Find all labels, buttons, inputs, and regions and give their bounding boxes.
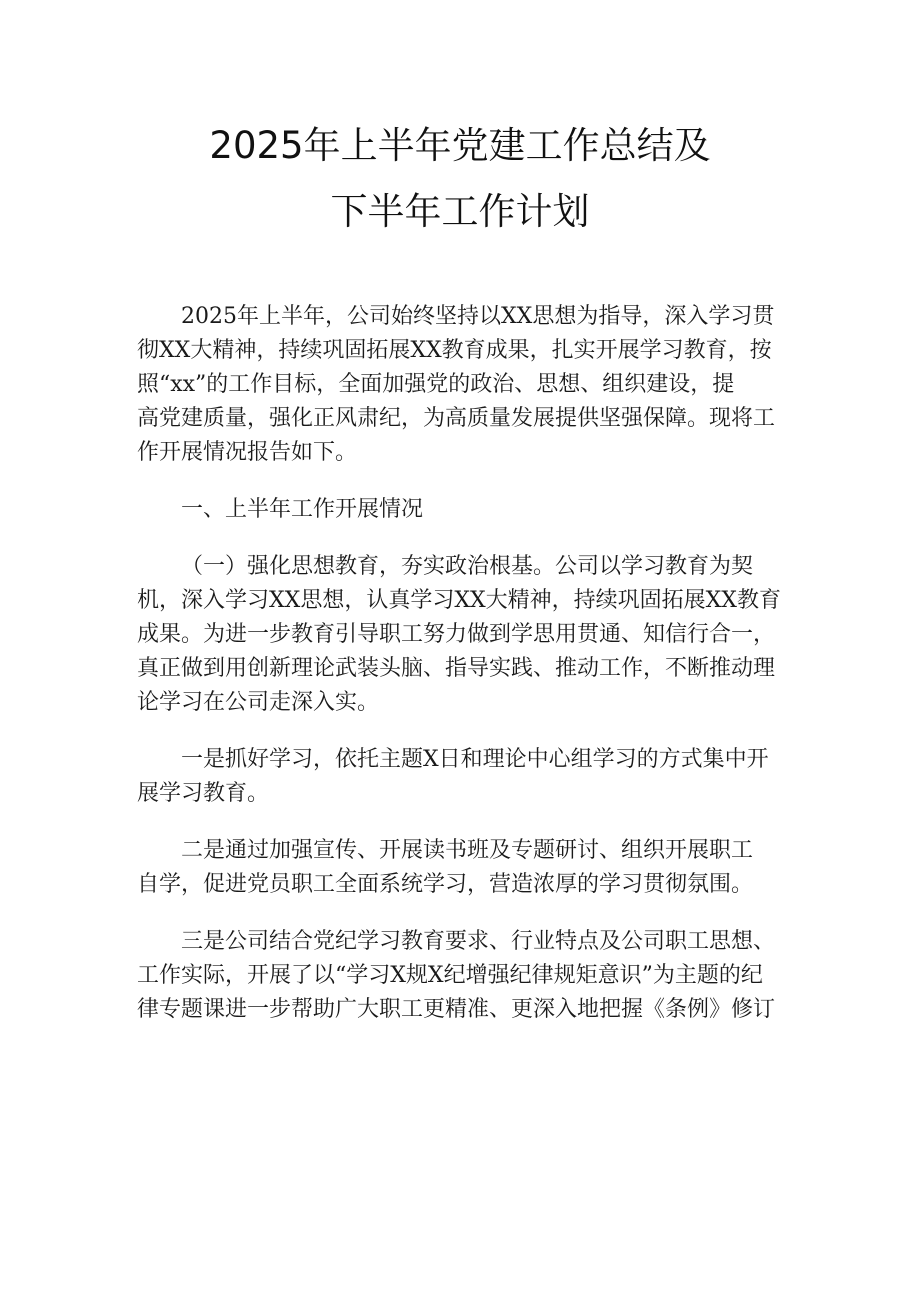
- paragraph-line: 彻XX大精神，持续巩固拓展XX教育成果，扎实开展学习教育，按: [137, 338, 772, 363]
- paragraph-point-1: [137, 743, 797, 811]
- paragraph-line: 二是通过加强宣传、开展读书班及专题研讨、组织开展职工: [181, 838, 754, 863]
- paragraph-point-3: [137, 925, 797, 1027]
- paragraph-line: 论学习在公司走深入实。: [137, 690, 380, 715]
- document-title-line-2: 下半年工作计划: [330, 190, 590, 233]
- paragraph-line: 工作实际，开展了以“学习X规X纪增强纪律规矩意识”为主题的纪: [137, 963, 763, 988]
- paragraph-line: 机，深入学习XX思想，认真学习XX大精神，持续巩固拓展XX教育: [137, 588, 781, 613]
- paragraph-line: 照“xx”的工作目标，全面加强党的政治、思想、组织建设，提: [137, 372, 735, 397]
- paragraph-line: 2025年上半年，公司始终坚持以XX思想为指导，深入学习贯: [181, 304, 775, 329]
- paragraph-subsection-1: [137, 550, 797, 720]
- paragraph-line: 自学，促进党员职工全面系统学习，营造浓厚的学习贯彻氛围。: [137, 872, 754, 897]
- paragraph-line: （一）强化思想教育，夯实政治根基。公司以学习教育为契: [181, 554, 754, 579]
- paragraph-line: 真正做到用创新理论武装头脑、指导实践、推动工作，不断推动理: [137, 656, 776, 681]
- document-title-line-1: 2025年上半年党建工作总结及: [209, 124, 711, 167]
- section-heading-text: 一、上半年工作开展情况: [181, 497, 424, 522]
- paragraph-line: 成果。为进一步教育引导职工努力做到学思用贯通、知信行合一，: [137, 622, 776, 647]
- paragraph-intro: [137, 300, 797, 470]
- paragraph-line: 律专题课进一步帮助广大职工更精准、更深入地把握《条例》修订: [137, 997, 776, 1022]
- section-heading: [137, 493, 797, 527]
- paragraph-line: 高党建质量，强化正风肃纪，为高质量发展提供坚强保障。现将工: [137, 406, 776, 431]
- document-body: [137, 300, 797, 1027]
- paragraph-line: 作开展情况报告如下。: [137, 440, 358, 465]
- paragraph-line: 展学习教育。: [137, 781, 270, 806]
- paragraph-line: 三是公司结合党纪学习教育要求、行业特点及公司职工思想、: [181, 929, 776, 954]
- paragraph-line: 一是抓好学习，依托主题X日和理论中心组学习的方式集中开: [181, 747, 769, 772]
- paragraph-point-2: [137, 834, 797, 902]
